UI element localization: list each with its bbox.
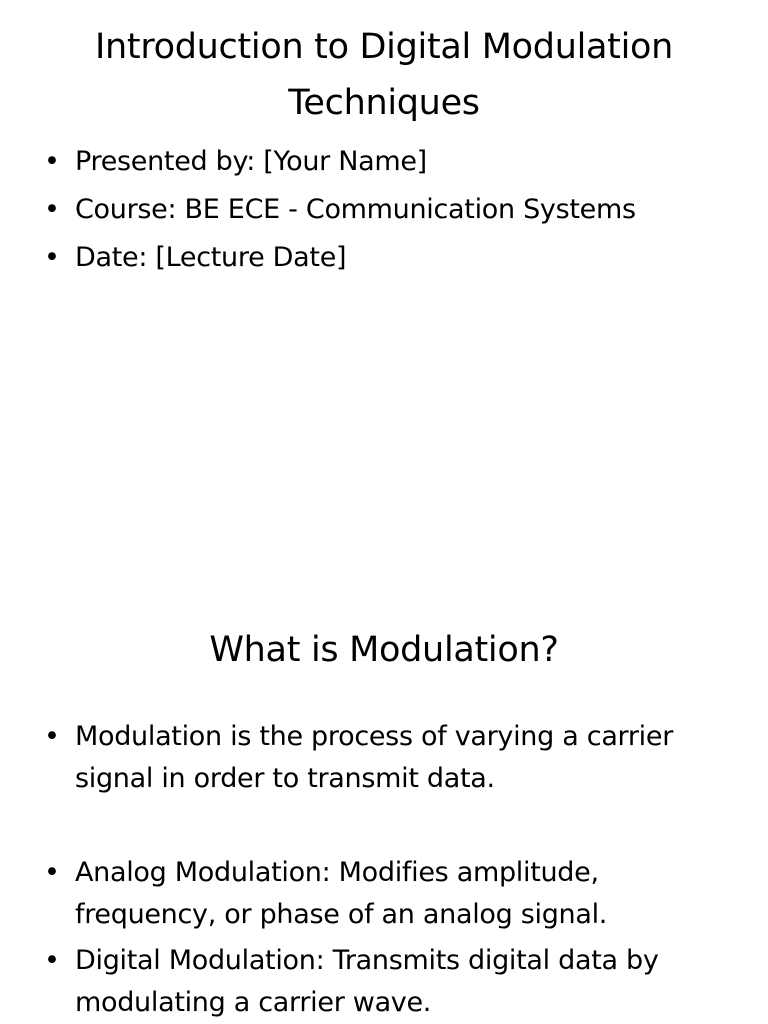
- bullet-item: [0, 234, 768, 282]
- bullet-list: [0, 138, 768, 282]
- bullet-item: [0, 716, 768, 800]
- bullet-icon: •: [44, 857, 60, 888]
- bullet-icon: •: [44, 146, 60, 177]
- bullet-text: Presented by: [Your Name]: [75, 146, 427, 177]
- bullet-text: Date: [Lecture Date]: [75, 242, 347, 273]
- bullet-text: Modulation is the process of varying a carrier signal in order to transmit data.: [75, 721, 673, 794]
- bullet-text: Course: BE ECE - Communication Systems: [75, 194, 636, 225]
- slide-title: What is Modulation?: [209, 630, 559, 670]
- bullet-item: [0, 940, 768, 1024]
- bullet-item: [0, 138, 768, 186]
- slide-2: [0, 512, 768, 1024]
- bullet-text: Analog Modulation: Modifies amplitude, frequency, or phase of an analog signal.: [75, 857, 608, 930]
- bullet-icon: •: [44, 242, 60, 273]
- bullet-text: Digital Modulation: Transmits digital data by modulating a carrier wave.: [75, 945, 659, 1018]
- bullet-icon: •: [44, 721, 60, 752]
- bullet-item: [0, 186, 768, 234]
- bullet-icon: •: [44, 194, 60, 225]
- bullet-icon: •: [44, 945, 60, 976]
- bullet-item: [0, 852, 768, 936]
- slide-title: Introduction to Digital Modulation Techniques: [95, 27, 673, 123]
